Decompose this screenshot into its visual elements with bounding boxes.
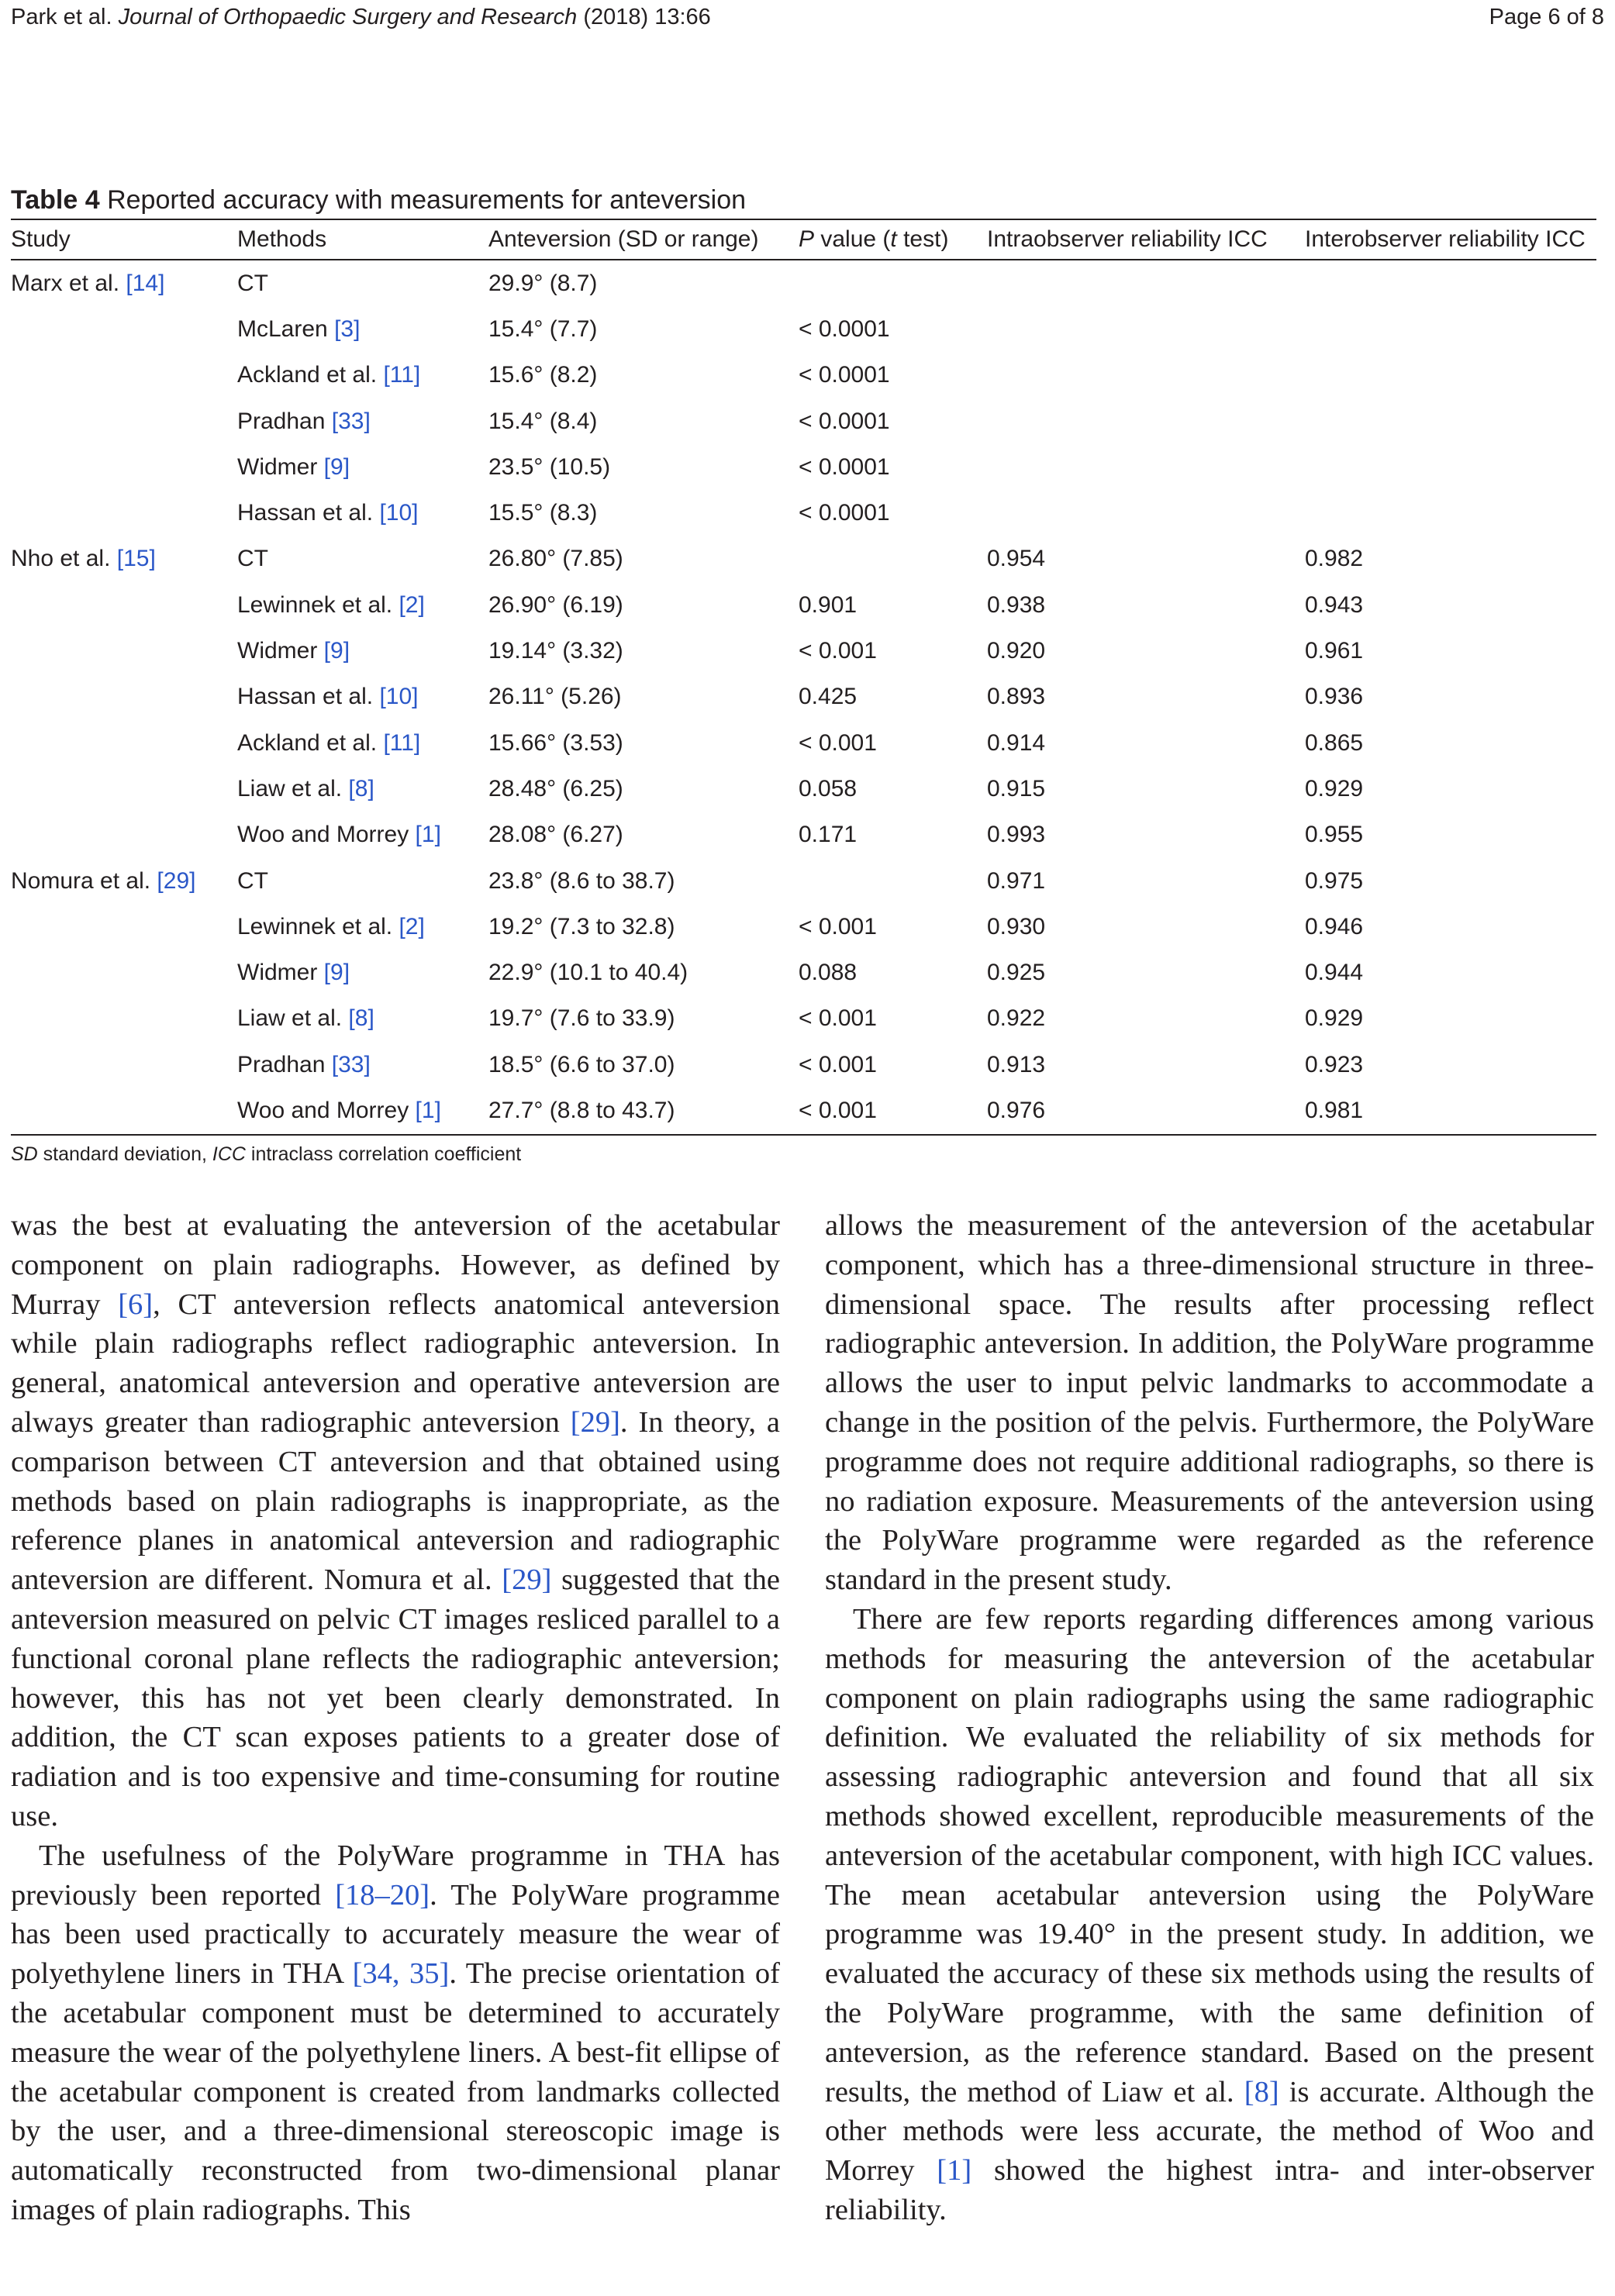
cell-intraobserver (987, 628, 1305, 674)
citation-link[interactable]: [3] (334, 315, 361, 342)
cell-p-value (799, 812, 987, 858)
cell-interobserver (1305, 812, 1596, 858)
cell-anteversion-text: 18.5° (6.6 to 37.0) (488, 1051, 675, 1077)
cell-p-value (799, 444, 987, 490)
cell-method (237, 1042, 488, 1088)
cell-p-value (799, 674, 987, 720)
table-row (11, 398, 1596, 444)
column-header-methods: Methods (237, 219, 488, 260)
paragraph-text: The usefulness of the PolyWare programme in THA has previously been reported (11, 1839, 780, 1912)
citation-link[interactable]: [10] (379, 500, 419, 526)
cell-method (237, 950, 488, 995)
paragraph (11, 1836, 780, 2230)
table-row (11, 1088, 1596, 1134)
anteversion-table (11, 219, 1596, 1136)
cell-interobserver-text: 0.865 (1305, 729, 1364, 756)
cell-intraobserver (987, 444, 1305, 490)
cell-intraobserver (987, 490, 1305, 536)
paragraph-text: . In theory, a comparison between CT anteversion and that obtained using methods based on plain radiographs is inappropriate, as the reference planes in anatomical anteversion and radiographic anteversion are different. Nomura et al. (11, 1405, 781, 1597)
citation-link[interactable]: [8] (348, 1005, 374, 1032)
cell-p-value (799, 536, 987, 582)
cell-method (237, 353, 488, 398)
cell-method (237, 398, 488, 444)
cell-study (11, 490, 237, 536)
cell-p-value-text: < 0.001 (799, 1097, 877, 1123)
journal-authors: Park et al. (11, 5, 112, 29)
paragraph-text: showed the highest intra- and inter-observer reliability. (825, 2154, 1594, 2226)
cell-study (11, 1042, 237, 1088)
citation-link[interactable]: [14] (126, 270, 165, 296)
column-header-study: Study (11, 219, 237, 260)
citation-link[interactable]: [1] (937, 2154, 972, 2187)
cell-study (11, 720, 237, 766)
citation-link[interactable]: [33] (331, 408, 371, 434)
cell-anteversion (488, 812, 799, 858)
cell-p-value (799, 1088, 987, 1134)
cell-study (11, 582, 237, 628)
cell-anteversion-text: 29.9° (8.7) (488, 270, 598, 296)
table-caption (11, 184, 1596, 215)
cell-anteversion-text: 23.5° (10.5) (488, 453, 611, 480)
table-row (11, 766, 1596, 812)
cell-anteversion (488, 904, 799, 950)
cell-method (237, 444, 488, 490)
cell-p-value-text: 0.171 (799, 822, 858, 848)
cell-intraobserver (987, 536, 1305, 582)
cell-anteversion-text: 15.4° (7.7) (488, 315, 598, 342)
paragraph-text: suggested that the anteversion measured on pelvic CT images resliced parallel to a functional coronal plane reflects the radiographic anteversion; however, this has not yet been clearly demonstrated. In addition, the CT scan exposes patients to a greater dose of radiation and is too expensive and time-consuming for routine use. (11, 1563, 780, 1832)
cell-p-value (799, 720, 987, 766)
cell-study (11, 858, 237, 904)
cell-interobserver (1305, 904, 1596, 950)
journal-meta: (2018) 13:66 (583, 5, 711, 29)
citation-link[interactable]: [2] (399, 591, 425, 618)
table-row (11, 490, 1596, 536)
column-header-intraobserver: Intraobserver reliability ICC (987, 219, 1305, 260)
cell-study (11, 674, 237, 720)
cell-intraobserver-text: 0.920 (987, 638, 1046, 664)
cell-anteversion (488, 536, 799, 582)
cell-p-value-text: < 0.001 (799, 913, 877, 939)
table-row (11, 950, 1596, 995)
paragraph-text: . The precise orientation of the acetabular component must be determined to accurately measure the wear of the polyethylene liners. A best-fit ellipse of the acetabular component is created from landmarks collected by the user, and a three-dimensional stereoscopic image is automatically reconstructed from two-dimensional planar images of plain radiographs. This (11, 1957, 780, 2226)
cell-intraobserver-text: 0.925 (987, 960, 1046, 986)
cell-method-text: Woo and Morrey (237, 1097, 416, 1123)
cell-intraobserver (987, 582, 1305, 628)
table-row (11, 628, 1596, 674)
cell-p-value (799, 766, 987, 812)
cell-method (237, 674, 488, 720)
cell-anteversion-text: 15.66° (3.53) (488, 729, 623, 756)
cell-interobserver-text: 0.975 (1305, 867, 1364, 894)
table-row (11, 582, 1596, 628)
cell-intraobserver-text: 0.914 (987, 729, 1046, 756)
cell-anteversion-text: 28.48° (6.25) (488, 775, 623, 802)
cell-p-value-text: < 0.0001 (799, 315, 890, 342)
cell-p-value (799, 260, 987, 306)
cell-anteversion-text: 23.8° (8.6 to 38.7) (488, 867, 675, 894)
citation-link[interactable]: [34, 35] (352, 1957, 450, 1991)
cell-anteversion (488, 720, 799, 766)
cell-anteversion (488, 628, 799, 674)
column-header-anteversion: Anteversion (SD or range) (488, 219, 799, 260)
paragraph-text: was the best at evaluating the anteversion of the acetabular component on plain radiographs. However, as defined by Murray (11, 1209, 780, 1321)
cell-intraobserver-text: 0.922 (987, 1005, 1046, 1032)
cell-study (11, 398, 237, 444)
citation-link[interactable]: [10] (379, 684, 419, 710)
cell-interobserver (1305, 628, 1596, 674)
table-label: Table 4 (11, 185, 100, 215)
table-row (11, 904, 1596, 950)
cell-intraobserver (987, 306, 1305, 352)
table-row (11, 444, 1596, 490)
cell-interobserver (1305, 1088, 1596, 1134)
footnote-text: SD (11, 1143, 38, 1165)
cell-method (237, 1088, 488, 1134)
cell-p-value-text: 0.425 (799, 684, 858, 710)
citation-link[interactable]: [1] (415, 822, 441, 848)
cell-anteversion (488, 1042, 799, 1088)
cell-anteversion-text: 26.11° (5.26) (488, 684, 622, 710)
paragraph (11, 1206, 780, 1836)
cell-interobserver-text: 0.943 (1305, 591, 1364, 618)
cell-interobserver-text: 0.955 (1305, 822, 1364, 848)
cell-anteversion (488, 1088, 799, 1134)
cell-study (11, 536, 237, 582)
paragraph (825, 1206, 1594, 1600)
cell-method (237, 306, 488, 352)
cell-study (11, 766, 237, 812)
cell-interobserver-text: 0.936 (1305, 684, 1364, 710)
cell-intraobserver (987, 858, 1305, 904)
cell-anteversion (488, 950, 799, 995)
cell-study-text: Nomura et al. (11, 867, 157, 894)
cell-anteversion (488, 260, 799, 306)
cell-method (237, 720, 488, 766)
cell-anteversion (488, 353, 799, 398)
cell-intraobserver (987, 904, 1305, 950)
cell-study (11, 353, 237, 398)
column-header-interobserver: Interobserver reliability ICC (1305, 219, 1596, 260)
table-4 (11, 184, 1596, 1166)
citation-link[interactable]: [9] (323, 638, 350, 664)
paragraph-text: . The PolyWare programme has been used practically to accurately measure the wear of polyethylene liners in THA (11, 1878, 780, 1991)
cell-interobserver (1305, 444, 1596, 490)
cell-study (11, 628, 237, 674)
cell-interobserver-text: 0.982 (1305, 546, 1364, 572)
cell-interobserver (1305, 950, 1596, 995)
cell-method (237, 582, 488, 628)
cell-p-value-text: 0.901 (799, 591, 858, 618)
cell-p-value (799, 398, 987, 444)
cell-anteversion (488, 490, 799, 536)
cell-intraobserver (987, 1088, 1305, 1134)
paragraph-text: , CT anteversion reflects anatomical anteversion while plain radiographs reflect radiographic anteversion. In general, anatomical anteversion and operative anteversion are always greater than radiographic anteversion (11, 1288, 780, 1439)
citation-link[interactable]: [11] (383, 362, 421, 388)
cell-method-text: McLaren (237, 315, 335, 342)
cell-interobserver (1305, 582, 1596, 628)
column-header-p-value: P value (t test) (799, 219, 987, 260)
table-row (11, 812, 1596, 858)
cell-interobserver (1305, 398, 1596, 444)
cell-interobserver (1305, 858, 1596, 904)
citation-link[interactable]: [29] (502, 1563, 552, 1597)
cell-intraobserver-text: 0.954 (987, 546, 1046, 572)
citation-link[interactable]: [8] (1244, 2075, 1279, 2108)
cell-anteversion (488, 306, 799, 352)
cell-p-value-text: < 0.0001 (799, 408, 890, 434)
cell-intraobserver-text: 0.915 (987, 775, 1046, 802)
cell-study (11, 444, 237, 490)
cell-p-value (799, 950, 987, 995)
cell-intraobserver-text: 0.913 (987, 1051, 1046, 1077)
cell-study (11, 812, 237, 858)
cell-p-value-text: < 0.001 (799, 638, 877, 664)
cell-study (11, 1088, 237, 1134)
citation-link[interactable]: [2] (399, 913, 425, 939)
cell-p-value-text: < 0.001 (799, 729, 877, 756)
cell-p-value-text: < 0.0001 (799, 500, 890, 526)
cell-intraobserver-text: 0.971 (987, 867, 1046, 894)
cell-p-value (799, 628, 987, 674)
cell-method (237, 904, 488, 950)
cell-study (11, 904, 237, 950)
cell-method-text: CT (237, 546, 268, 572)
cell-anteversion-text: 19.7° (7.6 to 33.9) (488, 1005, 675, 1032)
cell-interobserver-text: 0.946 (1305, 913, 1364, 939)
cell-interobserver (1305, 1042, 1596, 1088)
cell-intraobserver-text: 0.930 (987, 913, 1046, 939)
cell-p-value (799, 1042, 987, 1088)
cell-method (237, 260, 488, 306)
cell-intraobserver (987, 766, 1305, 812)
table-row (11, 996, 1596, 1042)
cell-anteversion-text: 15.4° (8.4) (488, 408, 598, 434)
table-row (11, 720, 1596, 766)
cell-study (11, 306, 237, 352)
cell-anteversion-text: 22.9° (10.1 to 40.4) (488, 960, 688, 986)
body-column-left (11, 1206, 780, 2230)
citation-link[interactable]: [29] (157, 867, 196, 894)
cell-anteversion-text: 19.2° (7.3 to 32.8) (488, 913, 675, 939)
cell-p-value-text: 0.088 (799, 960, 858, 986)
cell-method-text: Hassan et al. (237, 500, 380, 526)
cell-p-value-text: < 0.001 (799, 1051, 877, 1077)
cell-method (237, 766, 488, 812)
cell-method (237, 536, 488, 582)
cell-method (237, 812, 488, 858)
footnote-text: standard deviation, (37, 1143, 212, 1165)
cell-interobserver (1305, 766, 1596, 812)
cell-interobserver-text: 0.944 (1305, 960, 1364, 986)
cell-method-text: Pradhan (237, 1051, 332, 1077)
cell-method (237, 996, 488, 1042)
cell-intraobserver-text: 0.976 (987, 1097, 1046, 1123)
cell-anteversion-text: 27.7° (8.8 to 43.7) (488, 1097, 675, 1123)
cell-method-text: Liaw et al. (237, 775, 349, 802)
cell-study (11, 260, 237, 306)
cell-method (237, 628, 488, 674)
cell-method-text: CT (237, 270, 268, 296)
cell-interobserver-text: 0.929 (1305, 1005, 1364, 1032)
cell-intraobserver (987, 812, 1305, 858)
cell-p-value-text: < 0.0001 (799, 453, 890, 480)
cell-method-text: Pradhan (237, 408, 332, 434)
cell-anteversion-text: 15.5° (8.3) (488, 500, 598, 526)
cell-method-text: Liaw et al. (237, 1005, 349, 1032)
cell-method-text: CT (237, 867, 268, 894)
paragraph-text: There are few reports regarding differences among various methods for measuring the anteversion of the acetabular component on plain radiographs using the same radiographic definition. We evaluated the reliability of six methods for assessing radiographic anteversion and found that all six methods showed excellent, reproducible measurements of the anteversion of the acetabular component, with high ICC values. The mean acetabular anteversion using the PolyWare programme was 19.40° in the present study. In addition, we evaluated the accuracy of these six methods using the results of the PolyWare programme, with the same definition of anteversion, as the reference standard. Based on the present results, the method of Liaw et al. (825, 1602, 1594, 2108)
table-row (11, 306, 1596, 352)
cell-anteversion (488, 858, 799, 904)
cell-anteversion (488, 398, 799, 444)
cell-p-value (799, 904, 987, 950)
cell-anteversion-text: 26.90° (6.19) (488, 591, 623, 618)
cell-interobserver (1305, 720, 1596, 766)
journal-name: Journal of Orthopaedic Surgery and Research (118, 5, 578, 29)
paragraph-text: is accurate. Although the other methods were less accurate, the method of Woo and Morrey (825, 2075, 1595, 2187)
cell-anteversion-text: 15.6° (8.2) (488, 362, 598, 388)
cell-method-text: Ackland et al. (237, 729, 384, 756)
table-row (11, 674, 1596, 720)
cell-intraobserver-text: 0.938 (987, 591, 1046, 618)
paragraph (825, 1600, 1594, 2230)
cell-anteversion (488, 674, 799, 720)
table-body (11, 260, 1596, 1135)
cell-intraobserver (987, 996, 1305, 1042)
cell-p-value-text: < 0.0001 (799, 362, 890, 388)
citation-link[interactable]: [8] (348, 775, 374, 802)
table-row (11, 1042, 1596, 1088)
citation-link[interactable]: [6] (118, 1288, 154, 1321)
cell-anteversion (488, 444, 799, 490)
cell-interobserver (1305, 536, 1596, 582)
citation-link[interactable]: [29] (570, 1405, 620, 1439)
cell-interobserver (1305, 260, 1596, 306)
table-header-row (11, 219, 1596, 260)
cell-method (237, 858, 488, 904)
cell-p-value (799, 306, 987, 352)
cell-method (237, 490, 488, 536)
cell-interobserver (1305, 353, 1596, 398)
cell-method-text: Woo and Morrey (237, 822, 416, 848)
footnote-text: ICC (212, 1143, 246, 1165)
journal-citation (11, 5, 711, 30)
cell-interobserver-text: 0.961 (1305, 638, 1364, 664)
cell-interobserver-text: 0.929 (1305, 775, 1364, 802)
cell-method-text: Widmer (237, 638, 324, 664)
cell-anteversion (488, 582, 799, 628)
cell-study (11, 950, 237, 995)
table-footnote (11, 1143, 1596, 1166)
cell-method-text: Widmer (237, 960, 324, 986)
table-row (11, 353, 1596, 398)
cell-intraobserver (987, 720, 1305, 766)
cell-anteversion (488, 996, 799, 1042)
table-title: Reported accuracy with measurements for anteversion (107, 185, 747, 215)
cell-intraobserver (987, 674, 1305, 720)
table-row (11, 260, 1596, 306)
cell-intraobserver-text: 0.893 (987, 684, 1046, 710)
cell-p-value (799, 858, 987, 904)
cell-study (11, 996, 237, 1042)
footnote-text: intraclass correlation coefficient (245, 1143, 522, 1165)
cell-study-text: Nho et al. (11, 546, 117, 572)
page-number: Page 6 of 8 (1489, 5, 1604, 29)
cell-method-text: Lewinnek et al. (237, 591, 399, 618)
cell-intraobserver (987, 950, 1305, 995)
citation-link[interactable]: [9] (323, 960, 350, 986)
table-row (11, 858, 1596, 904)
table-row (11, 536, 1596, 582)
cell-interobserver (1305, 674, 1596, 720)
cell-anteversion (488, 766, 799, 812)
cell-interobserver (1305, 306, 1596, 352)
page-header (11, 5, 1604, 36)
cell-p-value (799, 490, 987, 536)
cell-anteversion-text: 28.08° (6.27) (488, 822, 623, 848)
citation-link[interactable]: [1] (415, 1097, 441, 1123)
citation-link[interactable]: [33] (331, 1051, 371, 1077)
cell-anteversion-text: 26.80° (7.85) (488, 546, 623, 572)
cell-intraobserver (987, 260, 1305, 306)
citation-link[interactable]: [11] (383, 729, 421, 756)
cell-intraobserver-text: 0.993 (987, 822, 1046, 848)
cell-p-value (799, 996, 987, 1042)
cell-p-value-text: 0.058 (799, 775, 858, 802)
cell-anteversion-text: 19.14° (3.32) (488, 638, 623, 664)
cell-intraobserver (987, 398, 1305, 444)
cell-p-value (799, 582, 987, 628)
cell-interobserver (1305, 996, 1596, 1042)
cell-method-text: Hassan et al. (237, 684, 380, 710)
citation-link[interactable]: [15] (116, 546, 156, 572)
cell-intraobserver (987, 353, 1305, 398)
cell-method-text: Ackland et al. (237, 362, 384, 388)
cell-p-value-text: < 0.001 (799, 1005, 877, 1032)
cell-study-text: Marx et al. (11, 270, 126, 296)
cell-method-text: Lewinnek et al. (237, 913, 399, 939)
cell-interobserver-text: 0.981 (1305, 1097, 1364, 1123)
cell-p-value (799, 353, 987, 398)
citation-link[interactable]: [18–20] (335, 1878, 430, 1912)
paragraph-text: allows the measurement of the anteversion of the acetabular component, which has a three-dimensional structure in three-dimensional space. The results after processing reflect radiographic anteversion. In addition, the PolyWare programme allows the user to input pelvic landmarks to accommodate a change in the position of the pelvis. Furthermore, the PolyWare programme does not require additional radiographs, so there is no radiation exposure. Measurements of the anteversion using the PolyWare programme were regarded as the reference standard in the present study. (825, 1209, 1594, 1597)
cell-method-text: Widmer (237, 453, 324, 480)
cell-interobserver-text: 0.923 (1305, 1051, 1364, 1077)
body-column-right (825, 1206, 1594, 2230)
citation-link[interactable]: [9] (323, 453, 350, 480)
cell-interobserver (1305, 490, 1596, 536)
cell-intraobserver (987, 1042, 1305, 1088)
